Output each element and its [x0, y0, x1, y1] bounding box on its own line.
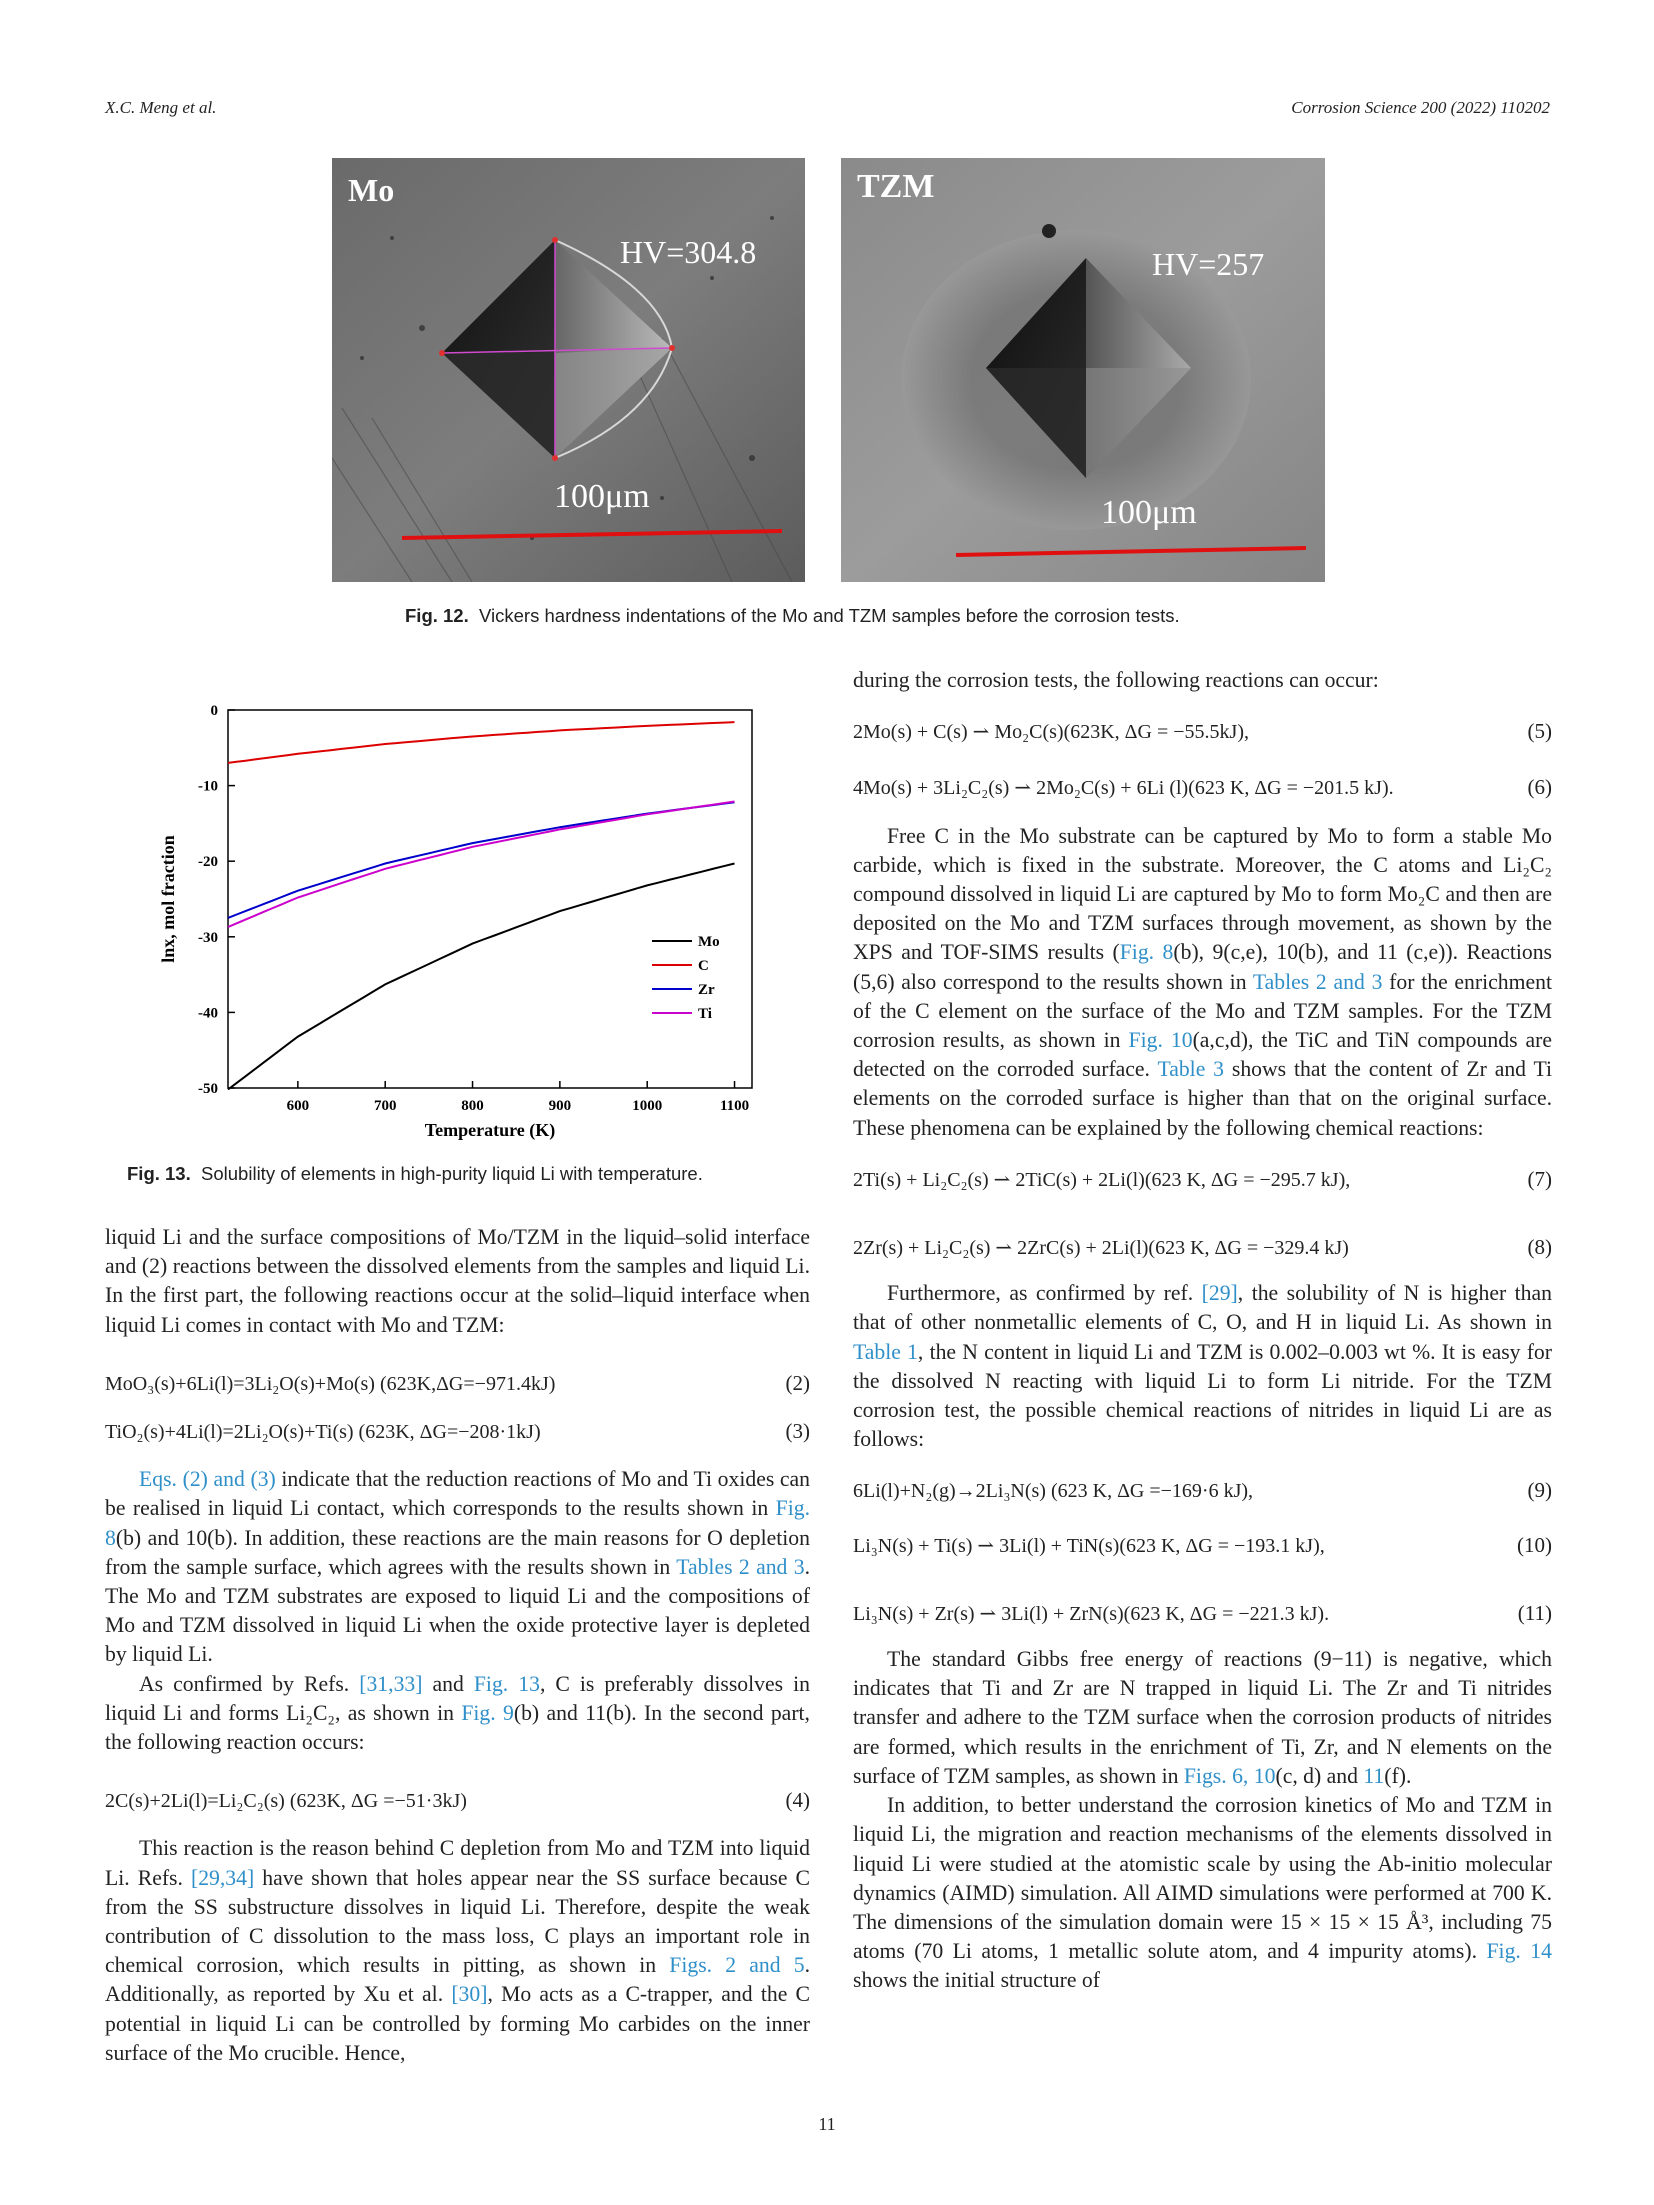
equation-9: [853, 1476, 1552, 1506]
right-paragraph-4: [853, 1645, 1552, 1791]
figs-6-10-link[interactable]: Figs. 6, 10: [1183, 1763, 1276, 1788]
rp4-text-c: (f).: [1384, 1763, 1412, 1788]
fig10-link[interactable]: Fig. 10: [1128, 1028, 1193, 1053]
series-line-mo: [228, 864, 735, 1090]
scale-bar-label-mo: 100μm: [554, 478, 650, 515]
rp4-text-a: The standard Gibbs free energy of reactions (9−11) is negative, which indicates that Ti and Zr are N trapped in liquid Li. The Zr and Ti nitrides transfer and adhere to the TZM surface when the corrosion products of nitrides are formed, which results in the enrichment of Ti, Zr, and N elements on the surface of TZM samples, as shown in: [853, 1647, 1552, 1788]
equation-5: [853, 717, 1552, 747]
figure12-caption-label: Fig. 12.: [405, 605, 469, 626]
fig14-link[interactable]: Fig. 14: [1486, 1939, 1552, 1964]
rp5-text-a: In addition, to better understand the corrosion kinetics of Mo and TZM in liquid Li, the migration and reaction mechanisms of the elements dissolved in liquid Li were studied at the atomistic scale by using the Ab-initio molecular dynamics (AIMD) simulation. All AIMD simulations were performed at 700 K. The dimensions of the simulation domain were 15 × 15 × 15 Å³, including 75 atoms (70 Li atoms, 1 metallic solute atom, and 4 impurity atoms).: [853, 1793, 1552, 1964]
equation-10-number: (10): [1517, 1532, 1552, 1557]
y-axis-label: lnx, mol fraction: [158, 835, 178, 963]
ref-31-33-link[interactable]: [31,33]: [359, 1671, 423, 1696]
y-tick-label: -10: [198, 778, 218, 795]
rp2-text-e: shows that the content of Zr and Ti elements on the corroded surface is higher than that on the original surface. These phenomena can be explained by the following chemical reactions:: [853, 1057, 1552, 1140]
rp3-text-b: , the solubility of N is higher than that of other nonmetallic elements of C, O, and H in liquid Li. As shown in: [853, 1281, 1552, 1335]
x-tick-label: 600: [286, 1098, 310, 1114]
equation-6-number: (6): [1527, 775, 1552, 800]
p4-text-a: This reaction is the reason behind C depletion from Mo and TZM into liquid Li. Refs.: [105, 1836, 810, 1890]
series-line-ti: [228, 802, 735, 928]
right-paragraph-1: during the corrosion tests, the following reactions can occur:: [853, 668, 1379, 692]
legend-label-ti: Ti: [698, 1006, 712, 1022]
equation-10-body: Li₃N(s) + Ti(s) ⇀ 3Li(l) + TiN(s)(623 K, ΔG = −193.1 kJ),: [853, 1534, 1325, 1557]
ref-30-link[interactable]: [30]: [451, 1982, 488, 2007]
rp2-text-c: for the enrichment of the C element on the surface of the Mo and TZM samples. For the TZM corrosion results, as shown in: [853, 969, 1552, 1053]
fig13-link[interactable]: Fig. 13: [473, 1671, 540, 1696]
panel-label-tzm: TZM: [857, 168, 935, 205]
left-paragraph-3: [105, 1670, 810, 1758]
equation-4-number: (4): [785, 1788, 810, 1813]
legend-label-zr: Zr: [698, 982, 715, 998]
equation-5-body: 2Mo(s) + C(s) ⇀ Mo₂C(s)(623K, ΔG = −55.5kJ),: [853, 721, 1249, 744]
tzm-micrograph: [841, 158, 1325, 582]
figure13-caption-label: Fig. 13.: [127, 1163, 191, 1184]
figure13-chart: [150, 688, 770, 1148]
y-tick-label: -50: [198, 1081, 218, 1097]
equation-2: [105, 1369, 810, 1399]
p4-text-d: , Mo acts as a C-trapper, and the C potential in liquid Li can be controlled by forming Mo carbides on the inner surface of the Mo crucible. Hence,: [105, 1982, 810, 2065]
y-tick-label: -30: [198, 929, 218, 946]
page-number: 11: [818, 2114, 836, 2134]
scale-bar-label-tzm: 100μm: [1101, 494, 1197, 531]
rp5-text-b: shows the initial structure of: [853, 1968, 1100, 1993]
equation-3-body: TiO₂(s)+4Li(l)=2Li₂O(s)+Ti(s) (623K, ΔG=−208·1kJ): [105, 1421, 541, 1444]
y-tick-label: -20: [198, 854, 218, 871]
legend-label-mo: Mo: [698, 934, 720, 950]
figure12-caption-text: Vickers hardness indentations of the Mo and TZM samples before the corrosion tests.: [479, 605, 1180, 626]
y-tick-label: 0: [210, 703, 218, 719]
equation-6-body: 4Mo(s) + 3Li₂C₂(s) ⇀ 2Mo₂C(s) + 6Li (l)(623 K, ΔG = −201.5 kJ).: [853, 777, 1394, 800]
figure13-caption-text: Solubility of elements in high-purity liquid Li with temperature.: [201, 1163, 703, 1184]
x-tick-label: 1000: [632, 1098, 663, 1114]
p3-text-a: As confirmed by Refs.: [139, 1671, 360, 1696]
figs-2-5-link[interactable]: Figs. 2 and 5: [669, 1953, 805, 1978]
equation-8: [853, 1233, 1552, 1263]
fig8-link[interactable]: Fig. 8: [105, 1496, 810, 1550]
left-paragraph-1: liquid Li and the surface compositions of Mo/TZM in the liquid–solid interface and (2) reactions between the dissolved elements from the samples and liquid Li. In the first part, the following reactions occur at the solid–liquid interface when liquid Li comes in contact with Mo and TZM:: [105, 1225, 810, 1337]
figure12-caption: [405, 605, 1180, 627]
equation-6: [853, 773, 1552, 803]
x-axis-label: Temperature (K): [424, 1120, 556, 1140]
ref-29-34-link[interactable]: [29,34]: [190, 1865, 255, 1890]
right-paragraph-3: [853, 1279, 1552, 1454]
p4-text-c: . Additionally, as reported by Xu et al.: [105, 1953, 810, 2007]
tables-2-3-link[interactable]: Tables 2 and 3: [676, 1554, 805, 1579]
hardness-value-mo: HV=304.8: [620, 234, 757, 270]
panel-label-mo: Mo: [348, 172, 395, 208]
y-tick-label: -40: [198, 1005, 218, 1022]
equation-9-number: (9): [1527, 1478, 1552, 1503]
p3-text-c: , C is preferably dissolves in liquid Li and forms Li₂C₂, as shown in: [105, 1671, 810, 1725]
series-line-c: [228, 722, 735, 763]
tables-2-3-link-right[interactable]: Tables 2 and 3: [1252, 969, 1383, 994]
solubility-chart-svg: [150, 688, 770, 1148]
p2-text-c: . The Mo and TZM substrates are exposed to liquid Li and the compositions of Mo and TZM dissolved in liquid Li when the oxide protective layer is depleted by liquid Li.: [105, 1554, 811, 1667]
p2-text-b: (b) and 10(b). In addition, these reactions are the main reasons for O depletion from the sample surface, which agrees with the results shown in: [105, 1525, 810, 1579]
p4-text-b: have shown that holes appear near the SS surface because C from the SS substructure dissolves in liquid Li. Therefore, despite the weak contribution of C dissolution to the mass loss, C plays an important role in chemical corrosion, which results in pitting, as shown in: [105, 1865, 810, 1978]
right-column: [853, 666, 1552, 1996]
equation-11-number: (11): [1517, 1600, 1552, 1625]
left-paragraph-4: [105, 1834, 810, 2068]
rp3-text-c: , the N content in liquid Li and TZM is 0.002–0.003 wt %. It is easy for the dissolved N reacting with liquid Li to form Li nitride. For the TZM corrosion test, the possible chemical reactions of nitrides in liquid Li are as follows:: [853, 1339, 1552, 1452]
equation-5-number: (5): [1527, 719, 1552, 744]
x-tick-label: 900: [548, 1098, 572, 1114]
fig11-link[interactable]: 11: [1363, 1763, 1385, 1788]
equation-7-body: 2Ti(s) + Li₂C₂(s) ⇀ 2TiC(s) + 2Li(l)(623 K, ΔG = −295.7 kJ),: [853, 1168, 1351, 1191]
fig9-link[interactable]: Fig. 9: [461, 1700, 514, 1725]
eqs-2-3-link[interactable]: Eqs. (2) and (3): [139, 1467, 276, 1492]
right-paragraph-2: [853, 822, 1552, 1143]
p3-text-b: and: [422, 1671, 474, 1696]
equation-4-body: 2C(s)+2Li(l)=Li₂C₂(s) (623K, ΔG =−51·3kJ): [105, 1790, 467, 1813]
rp2-text-d: (a,c,d), the TiC and TiN compounds are detected on the corroded surface.: [853, 1028, 1552, 1082]
equation-2-body: MoO₃(s)+6Li(l)=3Li₂O(s)+Mo(s) (623K,ΔG=−971.4kJ): [105, 1372, 556, 1395]
p2-text-a: indicate that the reduction reactions of Mo and Ti oxides can be realised in liquid Li contact, which corresponds to the results shown in: [105, 1467, 810, 1521]
left-paragraph-2: [105, 1465, 810, 1669]
table3-link[interactable]: Table 3: [1157, 1057, 1225, 1082]
legend-label-c: C: [698, 958, 709, 974]
figure12-panel-mo: [332, 158, 805, 582]
equation-8-number: (8): [1527, 1235, 1552, 1260]
rp4-text-b: (c, d) and: [1275, 1763, 1364, 1788]
x-tick-label: 800: [461, 1098, 484, 1114]
equation-8-body: 2Zr(s) + Li₂C₂(s) ⇀ 2ZrC(s) + 2Li(l)(623 K, ΔG = −329.4 kJ): [853, 1237, 1349, 1260]
equation-9-body: 6Li(l)+N₂(g)→2Li₃N(s) (623 K, ΔG =−169·6 kJ),: [853, 1480, 1254, 1503]
p3-text-d: (b) and 11(b). In the second part, the following reaction occurs:: [105, 1700, 810, 1755]
equation-7-number: (7): [1527, 1166, 1552, 1191]
rp2-text-b: (b), 9(c,e), 10(b), and 11 (c,e)). Reactions (5,6) also correspond to the results shown in: [853, 940, 1552, 994]
equation-10: [853, 1531, 1552, 1561]
equation-11-body: Li₃N(s) + Zr(s) ⇀ 3Li(l) + ZrN(s)(623 K, ΔG = −221.3 kJ).: [853, 1602, 1330, 1625]
left-column: [105, 1223, 810, 2068]
equation-3: [105, 1417, 810, 1447]
equation-2-number: (2): [785, 1370, 810, 1395]
fig8-link-right[interactable]: Fig. 8: [1119, 940, 1174, 965]
running-header-journal: Corrosion Science 200 (2022) 110202: [1291, 98, 1550, 117]
ref-29-link[interactable]: [29]: [1201, 1281, 1238, 1306]
x-tick-label: 1100: [719, 1098, 750, 1114]
x-tick-label: 700: [373, 1098, 397, 1114]
mo-micrograph: [332, 158, 805, 582]
rp2-text-a: Free C in the Mo substrate can be captured by Mo to form a stable Mo carbide, which is fixed in the substrate. Moreover, the C atoms and Li₂C₂ compound dissolved in liquid Li are captured by Mo to form Mo₂C and then are deposited on the Mo and TZM surfaces through movement, as shown by the XPS and TOF-SIMS results (: [853, 823, 1552, 965]
equation-3-number: (3): [785, 1419, 810, 1444]
figure12-panel-tzm: [841, 158, 1325, 582]
series-line-zr: [228, 802, 735, 918]
rp3-text-a: Furthermore, as confirmed by ref.: [887, 1281, 1202, 1306]
hardness-value-tzm: HV=257: [1152, 246, 1265, 282]
table1-link[interactable]: Table 1: [853, 1339, 918, 1364]
equation-11: [853, 1599, 1552, 1629]
equation-4: [105, 1786, 810, 1816]
running-header-authors: X.C. Meng et al.: [105, 98, 217, 117]
equation-7: [853, 1165, 1552, 1195]
right-paragraph-5: [853, 1791, 1552, 1995]
figure13-caption: [127, 1163, 703, 1185]
